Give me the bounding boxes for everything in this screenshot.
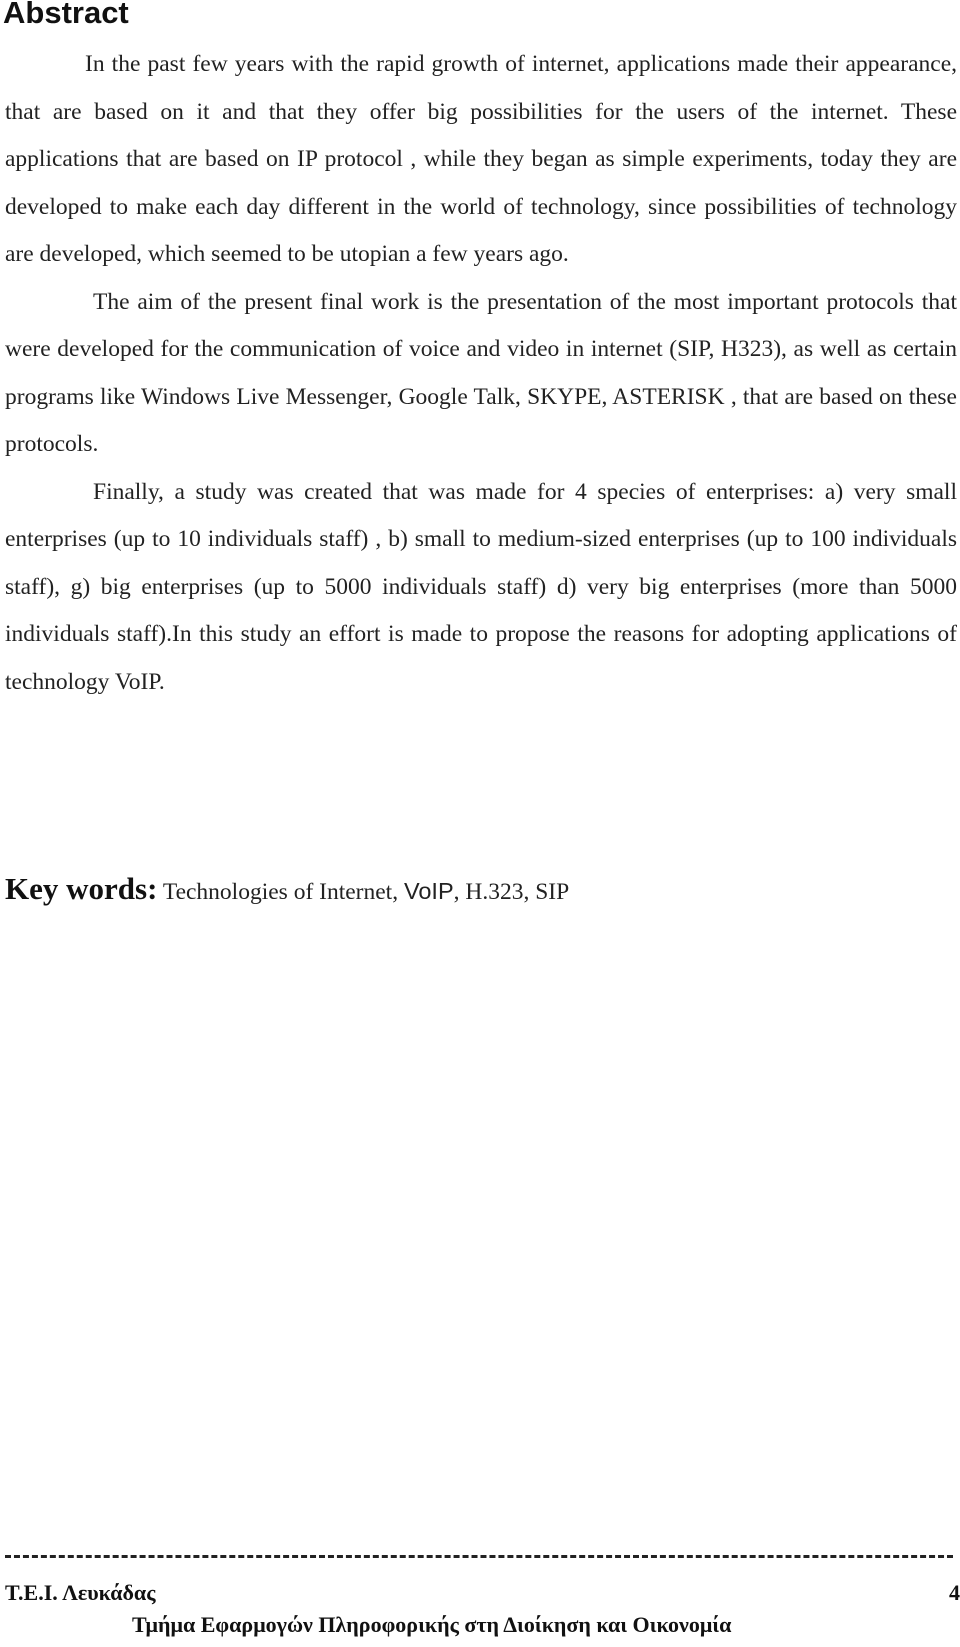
- abstract-paragraph-3: Finally, a study was created that was made for 4 species of enterprises: a) very small enterprises (up to 10 individuals staff) , b) small to medium-sized enterprises (up to 100 individuals staff), g) big enterprises (up to 5000 individuals staff) d) very big enterprises (more than 5000 individuals staff).In this study an effort is made to propose the reasons for adopting applications of technology VoIP.: [5, 478, 957, 695]
- abstract-paragraph-2: The aim of the present final work is the presentation of the most important protocols that were developed for the communication of voice and video in internet (SIP, H323), as well as certain programs like Windows Live Messenger, Google Talk, SKYPE, ASTERISK , that are based on these protocols.: [5, 288, 957, 457]
- keywords-text-before: Technologies of Internet,: [157, 879, 404, 905]
- abstract-heading: Abstract: [3, 0, 129, 30]
- abstract-paragraph-1: In the past few years with the rapid growth of internet, applications made their appearance, that are based on it and that they offer big possibilities for the users of the internet. These applications that are based on IP protocol , while they began as simple experiments, today they are developed to make each day different in the world of technology, since possibilities of technology are developed, which seemed to be utopian a few years ago.: [5, 51, 957, 267]
- keywords-line: [5, 871, 569, 907]
- footer-page-number: 4: [949, 1580, 960, 1605]
- footer-dashed-rule: [5, 1555, 953, 1558]
- keywords-text-after: , H.323, SIP: [453, 879, 570, 905]
- abstract-body: [5, 41, 957, 706]
- keywords-voip: VoIP: [403, 878, 454, 904]
- footer-department: Τμήμα Εφαρμογών Πληροφορικής στη Διοίκηση και Οικονομία: [132, 1612, 732, 1637]
- footer-institution: Τ.Ε.Ι. Λευκάδας: [5, 1580, 156, 1605]
- keywords-label: Key words:: [5, 871, 158, 906]
